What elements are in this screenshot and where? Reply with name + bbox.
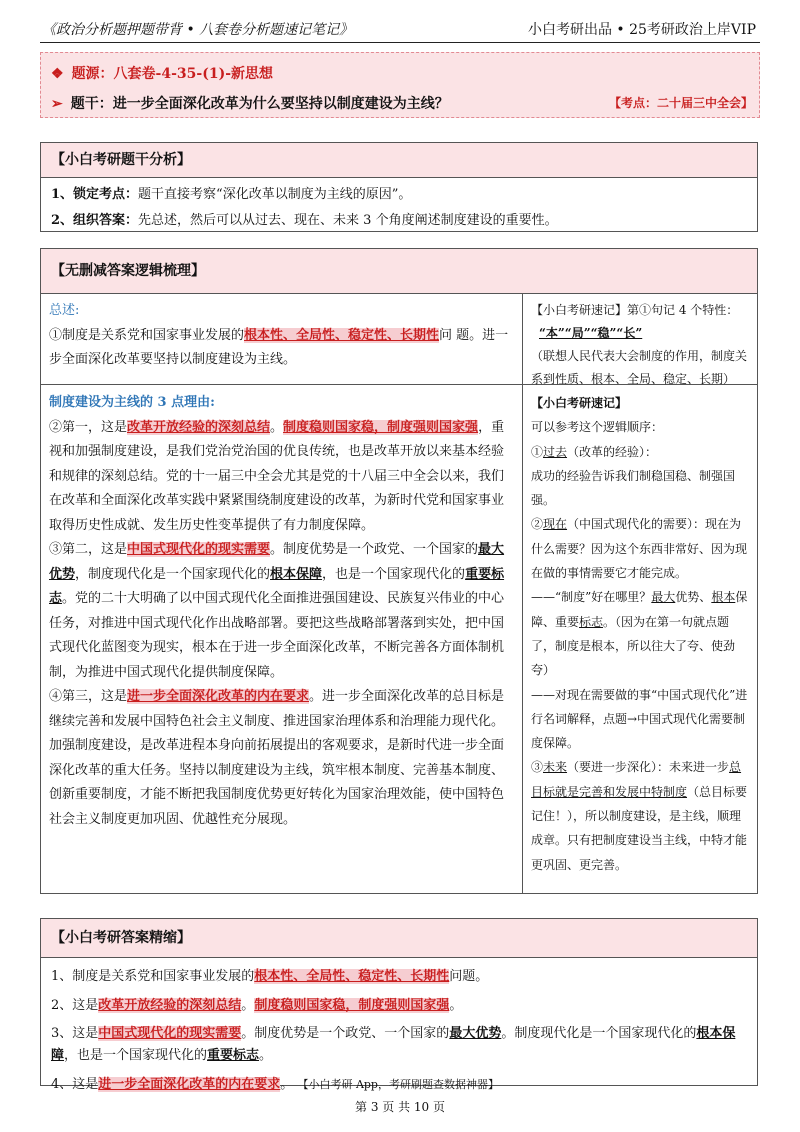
page-footer: 第 3 页 共 10 页: [355, 1100, 445, 1114]
topic-tag: 【考点：二十届三中全会】: [608, 96, 753, 110]
concise-box: [40, 918, 758, 1092]
logic-box: [40, 248, 758, 894]
question-stem: ➢ 题干：进一步全面深化改革为什么要坚持以制度建设为主线？: [51, 96, 449, 112]
header-left: 《政治分析题押题带背 • 八套卷分析题速记笔记》: [42, 22, 354, 38]
concise-line-3: 3、这是中国式现代化的现实需要。制度优势是一个政党、一个国家的最大优势。制度现代化是一个国家现代化的根本保障，也是一个国家现代化的重要标志。: [51, 1026, 736, 1063]
analysis-title: 【小白考研题干分析】: [41, 143, 757, 178]
header-right: 小白考研出品 • 25考研政治上岸VIP: [527, 22, 756, 38]
question-origin: ❖ 题源：八套卷-4-35-(1)-新思想: [51, 66, 274, 82]
app-ad: 【小白考研 App，考研刷题查数据神器】: [297, 1078, 499, 1091]
memo-note-1: 【小白考研速记】第①句记 4 个特性： “本”“局”“稳”“长” （联想人民代表大会制度的作用，制度关系到性质、根本、全局、稳定、长期）: [523, 293, 757, 385]
summary-text: ①制度是关系党和国家事业发展的根本性、全局性、稳定性、长期性问 题。进一步全面深化改革要坚持以制度建设为主线。: [49, 327, 509, 367]
concise-title: 【小白考研答案精缩】: [41, 919, 757, 958]
analysis-box: [40, 142, 758, 232]
page-header: [40, 16, 760, 43]
reason-1: ②第一，这是改革开放经验的深刻总结。制度稳则国家稳，制度强则国家强，重视和加强制度建设，是我们党治党治国的优良传统，也是改革开放以来基本经验和规律的深刻总结。党的十一届三中全会尤其是党的十八届三中全会以来，我们在改革和全面深化改革实践中紧紧围绕制度建设的改革，为新时代党和国家事业取得历史性成就、发生历史性变革提供了有力制度保障。: [49, 419, 505, 533]
concise-line-1: 1、制度是关系党和国家事业发展的根本性、全局性、稳定性、长期性问题。: [51, 969, 489, 984]
concise-line-2: 2、这是改革开放经验的深刻总结。制度稳则国家稳，制度强则国家强。: [51, 998, 463, 1013]
analysis-line-2: 2、组织答案：先总述，然后可以从过去、现在、未来 3 个角度阐述制度建设的重要性。: [51, 213, 558, 228]
reasons-heading: 制度建设为主线的 3 点理由:: [49, 395, 215, 410]
reason-2: ③第二，这是中国式现代化的现实需要。制度优势是一个政党、一个国家的最大优势，制度现代化是一个国家现代化的根本保障，也是一个国家现代化的重要标志。党的二十大明确了以中国式现代化全面推进强国建设、民族复兴伟业的中心任务，对推进中国式现代化作出战略部署。要把这些战略部署落到实处，把中国式现代化蓝图变为现实，根本在于进一步全面深化改革，不断完善各方面体制机制，为推进中国式现代化提供制度保障。: [49, 542, 505, 680]
diamond-marker-icon: ❖: [51, 66, 64, 82]
analysis-line-1: 1、锁定考点：题干直接考察“深化改革以制度为主线的原因”。: [51, 187, 412, 202]
question-source-box: [40, 52, 760, 118]
reason-3: ④第三，这是进一步全面深化改革的内在要求。进一步全面深化改革的总目标是继续完善和发展中国特色社会主义制度、推进国家治理体系和治理能力现代化。加强制度建设，是改革进程本身向前拓展提出的客观要求，是新时代进一步全面深化改革的重大任务。坚持以制度建设为主线，筑牢根本制度、完善基本制度、创新重要制度，才能不断把我国制度优势更好转化为国家治理效能，使中国特色社会主义制度更加巩固、优越性充分展现。: [49, 689, 505, 827]
logic-title: 【无删减答案逻辑梳理】: [41, 249, 757, 294]
summary-heading: 总述:: [49, 303, 80, 318]
summary-cell: [41, 293, 523, 385]
reasons-cell: [41, 385, 523, 893]
memo-note-2: 【小白考研速记】 可以参考这个逻辑顺序： ①过去（改革的经验）： 成功的经验告诉我们制稳国稳、制强国强。 ②现在（中国式现代化的需要）：现在为什么需要？因为这个东西非常好、因为现在做的事情需要它才能完成。 ——“制度”好在哪里？最大优势、根本保障、重要标志。（因为在第一句就点题了，制度是根本，所以往大了夸、使劲夸） ——对现在需要做的事“中国式现代化”进行名词解释，点题→中国式现代化需要制度保障。 ③未来（要进一步深化）：未来进一步总目标就是完善和发展中特制度（总目标要记住！），所以制度建设，是主线，顺理成章。只有把制度建设当主线，中特才能更巩固、更完善。: [531, 396, 748, 872]
arrow-marker-icon: ➢: [51, 96, 63, 112]
concise-line-4: 4、这是进一步全面深化改革的内在要求。 【小白考研 App，考研刷题查数据神器】: [51, 1077, 499, 1092]
